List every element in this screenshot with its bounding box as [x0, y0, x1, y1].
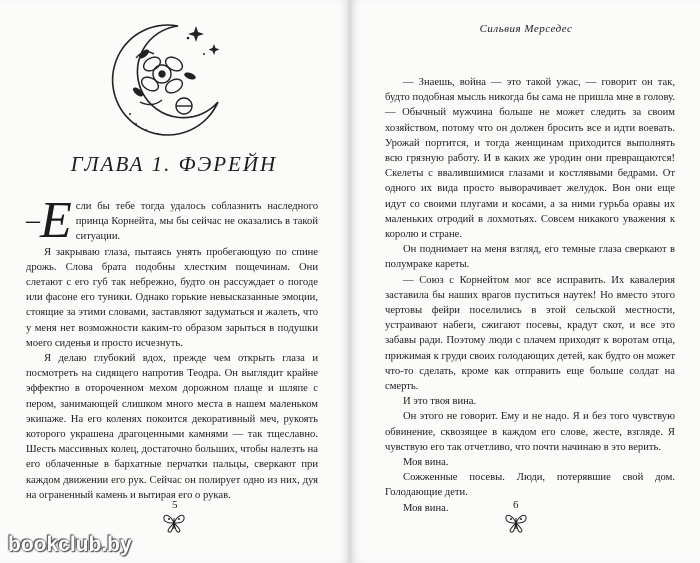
paragraph: — Знаешь, война — это такой ужас, — говорит он так, будто подобная мысль никогда бы сама не пришла мне в голову. — Обычный мужчина больше не может следить за своим хозяйством, потому что он должен бросить все и идти воевать. Урожай портится, и тогда женщинам приходится выполнять всю грязную работу. И в каких же уродин они превращаются! Скелеты с ввалившимися глазами и костлявыми бедрами. От одного их вида просто выворачивает желудок. Вон они еще идут со своими плугами и косами, а за ними гурьба оравы их маленьких отродий в лохмотьях. Совсем никакого уважения к королю и стране. [385, 77, 675, 241]
paragraph-text: сли бы тебе тогда удалось соблазнить наследного принца Корнейта, мы бы сейчас не оказались в такой ситуации. [75, 201, 318, 243]
site-watermark: bookclub.by [8, 533, 132, 556]
butterfly-icon [160, 512, 188, 534]
opening-paragraph [26, 192, 318, 249]
page-number: 5 [172, 499, 178, 511]
paragraph: Сожженные посевы. Люди, потерявшие свой дом. Голодающие дети. [385, 472, 675, 499]
paragraph: Моя вина. [403, 457, 449, 469]
drop-cap-dash: – [26, 205, 40, 236]
paragraph: — Союз с Корнейтом мог все исправить. Их кавалерия заставила бы наших врагов пуститься наутек! Но вместо этого чертовы фейри поселились в этой сельской местности, устраивают набеги, сжигают посевы, крадут скот, и все это забавы ради. Поэтому люди с плачем приходят к воротам отца, прижимая к груди своих голодающих детей, как будто он может что-то сделать, кроме как отправить еще больше солдат на смерть. [385, 274, 675, 393]
paragraph: Он этого не говорит. Ему и не надо. Я и без того чувствую обвинение, сквозящее в каждом его слове, жесте, взгляде. Я чувствую его так отчетливо, что почти начинаю в это верить. [385, 411, 675, 453]
butterfly-icon [502, 512, 530, 534]
crescent-moon-flowers-illustration [100, 14, 230, 144]
paragraph: Моя вина. [403, 502, 449, 514]
paragraph: Он поднимает на меня взгляд, его темные глаза сверкают в полумраке кареты. [385, 244, 675, 271]
running-head-author: Сильвия Мерседес [479, 23, 573, 35]
left-page-body [26, 192, 318, 503]
paragraph: И это твоя вина. [403, 396, 477, 408]
left-page [0, 0, 348, 563]
paragraph: Я закрываю глаза, пытаясь унять пробегающую по спине дрожь. Слова брата подобны хлестким пощечинам. Они слетают с его губ так небрежно, будто он рассуждает о погоде или фасоне его туники. Однако горькие невысказанные эмоции, стоящие за этими словами, заставляют задуматься и жалеть, что у меня нет возможности каким-то образом зарыться в подушки моего сиденья и просто исчезнуть. [26, 246, 318, 349]
paragraph: Я делаю глубокий вдох, прежде чем открыть глаза и посмотреть на сидящего напротив Теодра. Он выглядит крайне эффектно в отороченном мехом дорожном плаще и шляпе с пером, занимающей слишком много места в нашем маленьком экипаже. На его коленях покоится декоративный меч, рукоять которого украшена драгоценными камнями — так тщеславно. Шесть массивных колец, достаточно больших, чтобы налезть на его облаченные в бархатные перчатки пальцы, сверкают при каждом движении его рук. Сейчас он полирует одно из них, дуя на ограненный камень и вытирая его о рукав. [26, 353, 318, 501]
chapter-title: ГЛАВА 1. ФЭРЕЙН [70, 152, 278, 176]
drop-cap-letter: Е [40, 192, 72, 249]
drop-cap [26, 192, 72, 249]
right-page-body [385, 75, 675, 516]
page-number: 6 [513, 499, 519, 511]
